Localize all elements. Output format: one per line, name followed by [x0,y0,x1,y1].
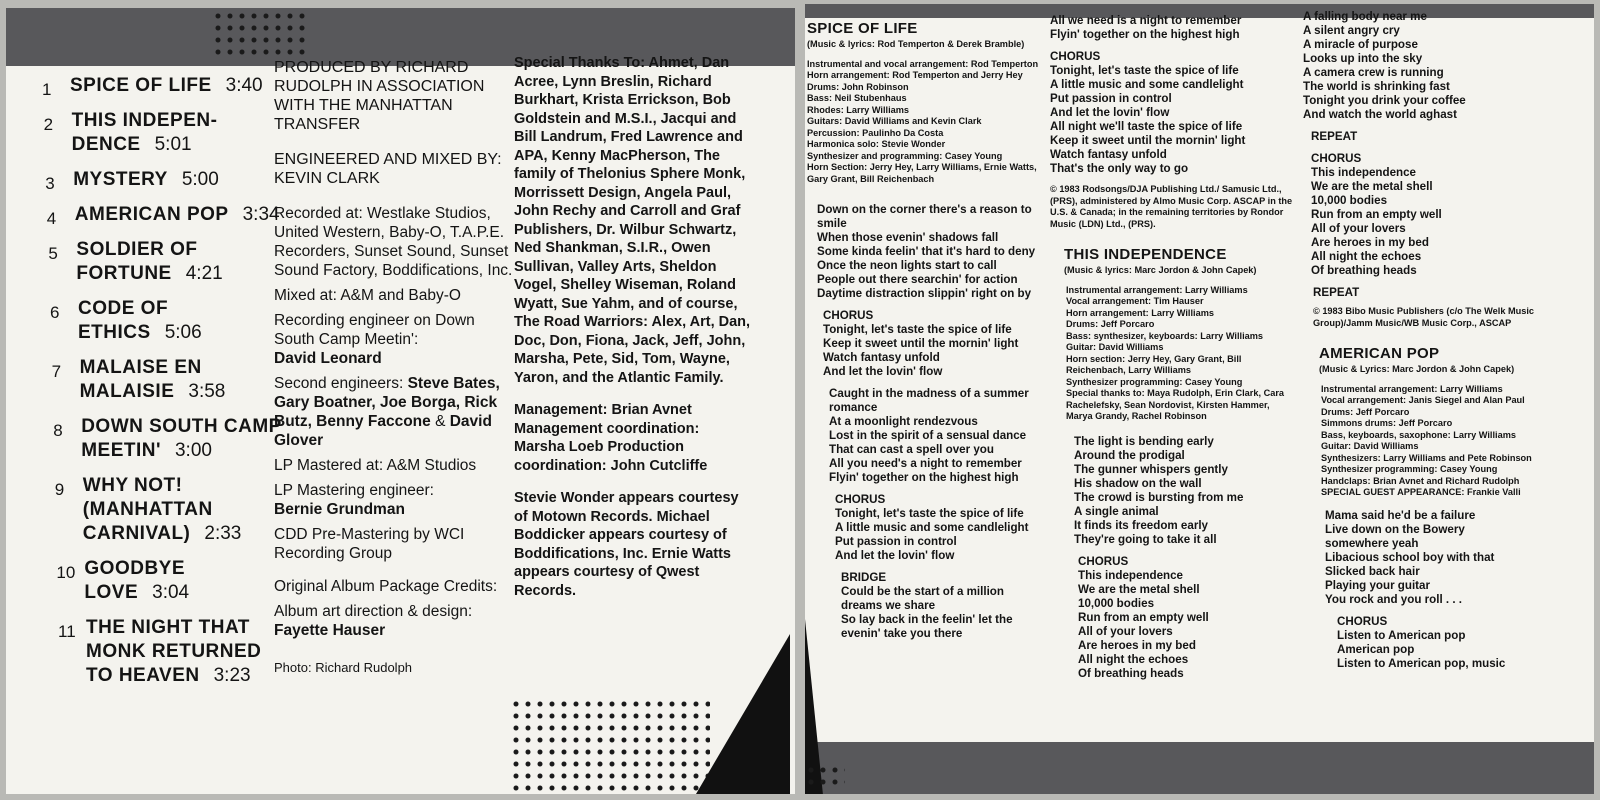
song-arrangement: Instrumental arrangement: Larry Williams Vocal arrangement: Tim Hauser Horn arrangement: Larry Williams Drums: Jeff Porcaro Bass: synthesizer, keyboards: Larry Williams Guitar: David Williams Horn section: Jerry Hey, Gary Grant, Bill Reichenbach, Larry Williams Synthesizer programming: Casey Young Special thanks to: Maya Rudolph, Erin Clark, Cara Rachelefsky, Sean Nordovist, Kirsten Hammer, Marya Grandy, Rachel Robinson [1066,284,1285,421]
track-duration: 5:06 [164,322,202,343]
american-pop-lyrics [1303,10,1541,679]
track-item [42,74,287,98]
production-credits [274,58,514,683]
spice-of-life-lyrics [807,20,1043,649]
track-duration: 4:21 [185,263,223,284]
track-item [44,109,287,157]
second-engineers [274,374,514,450]
track-title [75,203,287,227]
track-duration: 2:33 [204,523,242,544]
chorus: Tonight, let's taste the spice of life A little music and some candlelight Put passion in control And let the lovin' flow All night we'll taste the spice of life Keep it sweet until the mornin' light Watch fantasy unfold That's the only way to go [1050,64,1246,175]
track-title-text: DOWN SOUTH CAMP MEETIN' [81,416,282,461]
recorded-at: Recorded at: Westlake Studios, United Western, Baby-O, T.A.P.E. Recorders, Sunset Sound, Sunset Sound Factory, Boddifications, Inc. [274,205,513,279]
bottom-grey-band [805,742,1594,794]
package-credits: Original Album Package Credits: [274,578,498,595]
mastering-name: Bernie Grundman [274,501,405,518]
cdd-premastering: CDD Pre-Mastering by WCI Recording Group [274,526,465,562]
track-list [42,74,287,699]
track-number: 9 [54,480,65,499]
track-title [81,415,287,463]
chorus-label: CHORUS [1078,554,1129,568]
track-title-text: WHY NOT! (MANHATTAN CARNIVAL) [82,475,213,544]
track-number: 5 [48,244,58,263]
right-booklet-page [805,4,1594,794]
track-item [47,203,287,227]
track-duration: 3:58 [188,381,226,402]
bridge: Could be the start of a million dreams we share So lay back in the feelin' let the evenin' take you there [841,585,1013,640]
track-title-text: SOLDIER OF FORTUNE [76,239,198,284]
track-duration: 3:23 [213,665,251,686]
verse: Down on the corner there's a reason to smile When those evenin' shadows fall Some kinda feelin' that it's hard to deny Once the neon lights start to call People out there searchin' for action Daytime distraction slippin' right on by [817,203,1036,300]
track-title [76,238,287,286]
song-writers: (Music & lyrics: Rod Temperton & Derek Bramble) [807,39,1025,49]
chorus-label: CHORUS [1050,50,1101,63]
track-item [45,168,287,192]
courtesy-text: Stevie Wonder appears courtesy of Motown Records. Michael Boddicker appears courtesy of Boddifications, Inc. Ernie Watts appears courtesy of Qwest Records. [514,490,739,599]
rec-eng-name: David Leonard [274,350,382,367]
special-thanks [514,54,754,609]
track-title-text: THIS INDEPEN-DENCE [71,110,218,155]
thanks-text: Special Thanks To: Ahmet, Dan Acree, Lynn Breslin, Richard Burkhart, Krista Errickson, Bob Goldstein and M.S.I., Jacqui and Bill Landrum, Fred Lawrence and APA, Kenny MacPherson, The family of Thelonius Sphere Monk, Morrissett Design, Angela Paul, John Rechy and Carroll and Graf Publishers, Dr. Wilbur Schwartz, Ned Shankman, S.I.R., Owen Sullivan, Valley Arts, Sheldon Vogel, Shelley Wiseman, Roland Wyatt, Sue Yahm, and of course, The Road Warriors: Alex, Art, Dan, Doc, Don, Fiona, Jack, Jeff, John, Marsha, Pete, Sid, Tom, Wayne, Yaron, and the Atlantic Family. [514,55,751,386]
second-amp: & [435,413,446,430]
song-title: AMERICAN POP [1319,345,1440,362]
engineered-by: ENGINEERED AND MIXED BY: KEVIN CLARK [274,151,502,187]
second-label: Second engineers: [274,375,404,392]
track-item [58,616,287,688]
second-names: Steve Bates, Gary Boatner, Joe Borga, Rick Butz, Benny Faccone [274,375,500,430]
chorus-label: CHORUS [823,309,874,322]
this-independence-lyrics [1050,14,1296,689]
second-last: David Glover [274,413,492,449]
track-number: 2 [43,115,54,134]
track-title-text: THE NIGHT THAT MONK RETURNED TO HEAVEN [86,617,262,686]
chorus-label: CHORUS [835,493,886,506]
dot-pattern [510,698,710,794]
chorus: Tonight, let's taste the spice of life Keep it sweet until the mornin' light Watch fantasy unfold And let the lovin' flow [823,323,1019,378]
track-title [84,557,287,605]
art-name: Fayette Hauser [274,622,386,639]
verse: The light is bending early Around the prodigal The gunner whispers gently His shadow on the wall The crowd is bursting from me A single animal It finds its freedom early They're going to take it all [1074,434,1244,546]
track-number: 7 [51,362,62,381]
track-duration: 3:00 [174,440,212,461]
black-triangle [696,634,790,794]
track-title [73,168,287,192]
track-title-text: SPICE OF LIFE [70,75,212,96]
song-title: THIS INDEPENDENCE [1064,246,1227,263]
photo-credit: Photo: Richard Rudolph [274,660,413,675]
song-arrangement: Instrumental arrangement: Larry Williams Vocal arrangement: Janis Siegel and Alan Paul Drums: Jeff Porcaro Simmons drums: Jeff Porcaro Bass, keyboards, saxophone: Larry Williams Guitar: David Williams Synthesizers: Larry Williams and Pete Robinson Synthesizer programming: Casey Young Handclaps: Brian Avnet and Richard Rudolph SPECIAL GUEST APPEARANCE: Frankie Valli [1321,383,1532,497]
track-title [78,297,287,345]
chorus-label: CHORUS [1337,614,1388,628]
track-duration: 5:01 [154,134,192,155]
verse: All we need is a night to remember Flyin' together on the highest high [1050,14,1242,41]
track-number: 8 [53,421,63,440]
produced-by: PRODUCED BY RICHARD RUDOLPH IN ASSOCIATION WITH THE MANHATTAN TRANSFER [274,59,485,133]
song-writers: (Music & lyrics: Marc Jordon & John Capek) [1064,265,1257,275]
track-number: 3 [45,174,55,193]
track-duration: 3:04 [152,582,190,603]
track-title [86,616,287,688]
track-number: 4 [46,209,57,228]
track-number: 1 [42,80,52,99]
mastering-label: LP Mastering engineer: [274,482,434,499]
dot-pattern [212,10,308,56]
repeat-label: REPEAT [1313,286,1360,299]
track-duration: 5:00 [181,169,219,190]
track-title-text: AMERICAN POP [74,204,229,225]
track-number: 6 [50,303,60,322]
chorus: This independence We are the metal shell 10,000 bodies Run from an empty well All of your lovers Are heroes in my bed All night the echoes Of breathing heads [1311,166,1442,277]
chorus: This independence We are the metal shell 10,000 bodies Run from an empty well All of your lovers Are heroes in my bed All night the echoes Of breathing heads [1078,568,1209,680]
art-label: Album art direction & design: [274,603,473,620]
chorus: Tonight, let's taste the spice of life A little music and some candlelight Put passion in control And let the lovin' flow [835,507,1029,562]
mastering-engineer [274,481,514,519]
recording-engineer [274,311,514,368]
chorus: Listen to American pop American pop Listen to American pop, music [1337,628,1506,670]
song-writers: (Music & Lyrics: Marc Jordon & John Capek) [1319,364,1515,374]
track-item [56,557,287,605]
track-duration: 3:40 [225,75,263,96]
track-item [52,356,287,404]
track-title [80,356,287,404]
track-title-text: MALAISE EN MALAISIE [79,357,202,402]
copyright: © 1983 Bibo Music Publishers (c/o The Welk Music Group)/Jamm Music/WB Music Corp., ASCAP [1313,306,1535,328]
chorus-label: CHORUS [1311,152,1362,165]
copyright: © 1983 Rodsongs/DJA Publishing Ltd./ Samusic Ltd., (PRS), administered by Almo Music Corp. ASCAP in the U.S. & Canada; in the remaining territories by Rondor Music (LDN) Ltd., (PRS). [1050,184,1293,229]
track-title-text: GOODBYE LOVE [84,558,186,603]
mixed-at: Mixed at: A&M and Baby-O [274,287,461,304]
management-text: Management: Brian Avnet Management coordination: Marsha Loeb Production coordination: John Cutcliffe [514,402,708,474]
track-title [70,74,287,98]
track-duration: 3:34 [242,204,280,225]
verse: Mama said he'd be a failure Live down on the Bowery somewhere yeah Libacious school boy with that Slicked back hair Playing your guitar You rock and you roll . . . [1325,508,1495,606]
track-title-text: CODE OF ETHICS [78,298,169,343]
track-number: 10 [56,563,76,582]
dot-pattern [805,764,845,788]
repeat-label: REPEAT [1311,130,1358,143]
left-booklet-page [6,8,795,794]
track-item [48,238,287,286]
song-title: SPICE OF LIFE [807,20,918,37]
track-title [72,109,287,157]
track-item [53,415,287,463]
art-direction [274,602,514,640]
track-number: 11 [58,622,76,641]
track-item [50,297,287,345]
verse: A falling body near me A silent angry cry A miracle of purpose Looks up into the sky A camera crew is running The world is shrinking fast Tonight you drink your coffee And watch the world aghast [1303,10,1466,121]
track-title [83,474,287,546]
rec-eng-label: Recording engineer on Down South Camp Meetin': [274,312,475,348]
song-arrangement: Instrumental and vocal arrangement: Rod Temperton Horn arrangement: Rod Temperton and Jerry Hey Drums: John Robinson Bass: Neil Stubenhaus Rhodes: Larry Williams Guitars: David Williams and Kevin Clark Percussion: Paulinho Da Costa Harmonica solo: Stevie Wonder Synthesizer and programming: Casey Young Horn Section: Jerry Hey, Larry Williams, Ernie Watts, Gary Grant, Bill Reichenbach [807,58,1039,184]
track-item [55,474,287,546]
bridge-label: BRIDGE [841,571,887,584]
mastered-at: LP Mastered at: A&M Studios [274,457,477,474]
verse: Caught in the madness of a summer romance At a moonlight rendezvous Lost in the spirit of a sensual dance That can cast a spell over you All you need's a night to remember Flyin' together on the highest high [829,387,1029,484]
track-title-text: MYSTERY [73,169,168,190]
